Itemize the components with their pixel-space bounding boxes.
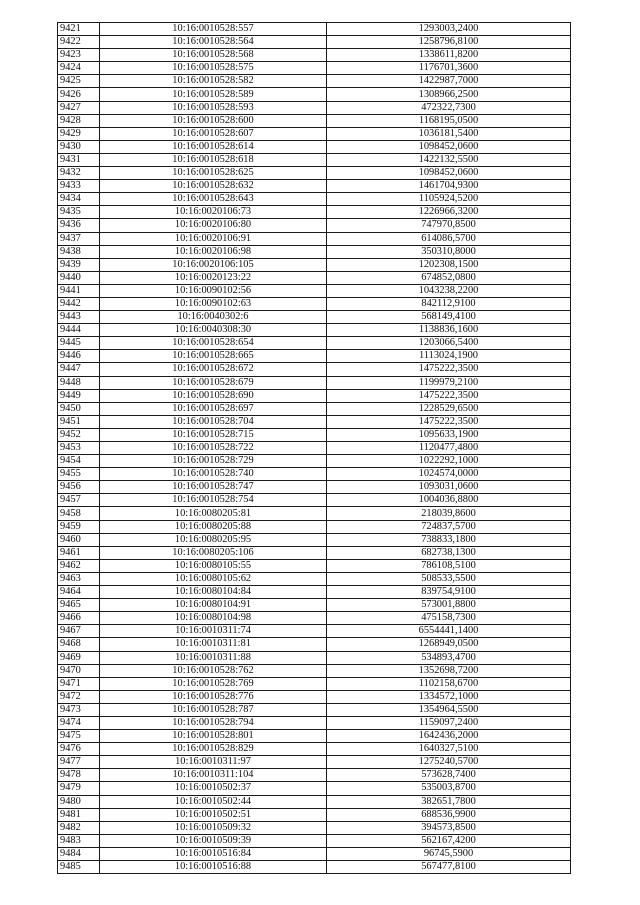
value-cell: 535003,8700	[327, 782, 571, 795]
table-row	[58, 180, 571, 193]
row-number-cell: 9478	[58, 769, 100, 782]
row-number-cell: 9445	[58, 337, 100, 350]
table-row	[58, 36, 571, 49]
table-row	[58, 651, 571, 664]
row-number-cell: 9423	[58, 49, 100, 62]
value-cell: 1275240,5700	[327, 756, 571, 769]
row-number-cell: 9472	[58, 690, 100, 703]
table-row	[58, 258, 571, 271]
value-cell: 842112,9100	[327, 297, 571, 310]
table-row	[58, 795, 571, 808]
row-number-cell: 9483	[58, 834, 100, 847]
cadastral-number-cell: 10:16:0010502:37	[100, 782, 327, 795]
row-number-cell: 9471	[58, 677, 100, 690]
cadastral-number-cell: 10:16:0010528:679	[100, 376, 327, 389]
cadastral-number-cell: 10:16:0010528:568	[100, 49, 327, 62]
row-number-cell: 9470	[58, 664, 100, 677]
table-row	[58, 625, 571, 638]
value-cell: 1642436,2000	[327, 730, 571, 743]
value-cell: 688536,9900	[327, 808, 571, 821]
cadastral-number-cell: 10:16:0010528:729	[100, 455, 327, 468]
cadastral-number-cell: 10:16:0080104:91	[100, 599, 327, 612]
value-cell: 1461704,9300	[327, 180, 571, 193]
value-cell: 786108,5100	[327, 559, 571, 572]
cadastral-number-cell: 10:16:0010311:97	[100, 756, 327, 769]
table-row	[58, 428, 571, 441]
value-cell: 1334572,1000	[327, 690, 571, 703]
row-number-cell: 9447	[58, 363, 100, 376]
cadastral-number-cell: 10:16:0010516:84	[100, 847, 327, 860]
row-number-cell: 9451	[58, 415, 100, 428]
cadastral-number-cell: 10:16:0040308:30	[100, 324, 327, 337]
row-number-cell: 9459	[58, 520, 100, 533]
value-cell: 1202308,1500	[327, 258, 571, 271]
row-number-cell: 9455	[58, 468, 100, 481]
value-cell: 747970,8500	[327, 219, 571, 232]
table-row	[58, 494, 571, 507]
row-number-cell: 9456	[58, 481, 100, 494]
cadastral-number-cell: 10:16:0010516:88	[100, 861, 327, 874]
cadastral-number-cell: 10:16:0010509:32	[100, 821, 327, 834]
row-number-cell: 9438	[58, 245, 100, 258]
table-row	[58, 206, 571, 219]
value-cell: 1113024,1900	[327, 350, 571, 363]
value-cell: 1043238,2200	[327, 284, 571, 297]
value-cell: 674852,0800	[327, 271, 571, 284]
row-number-cell: 9440	[58, 271, 100, 284]
cadastral-number-cell: 10:16:0010528:575	[100, 62, 327, 75]
row-number-cell: 9468	[58, 638, 100, 651]
cadastral-number-cell: 10:16:0090102:56	[100, 284, 327, 297]
cadastral-number-cell: 10:16:0010528:632	[100, 180, 327, 193]
row-number-cell: 9433	[58, 180, 100, 193]
row-number-cell: 9427	[58, 101, 100, 114]
row-number-cell: 9432	[58, 167, 100, 180]
table-row	[58, 677, 571, 690]
cadastral-number-cell: 10:16:0010528:665	[100, 350, 327, 363]
cadastral-number-cell: 10:16:0010528:607	[100, 127, 327, 140]
table-row	[58, 271, 571, 284]
cadastral-number-cell: 10:16:0010528:776	[100, 690, 327, 703]
row-number-cell: 9430	[58, 140, 100, 153]
value-cell: 562167,4200	[327, 834, 571, 847]
cadastral-number-cell: 10:16:0010528:747	[100, 481, 327, 494]
value-cell: 1024574,0000	[327, 468, 571, 481]
table-row	[58, 782, 571, 795]
cadastral-number-cell: 10:16:0010528:600	[100, 114, 327, 127]
value-cell: 1098452,0600	[327, 167, 571, 180]
value-cell: 567477,8100	[327, 861, 571, 874]
row-number-cell: 9422	[58, 36, 100, 49]
cadastral-number-cell: 10:16:0010528:769	[100, 677, 327, 690]
table-row	[58, 297, 571, 310]
value-cell: 475158,7300	[327, 612, 571, 625]
cadastral-number-cell: 10:16:0010528:715	[100, 428, 327, 441]
cadastral-number-cell: 10:16:0020106:91	[100, 232, 327, 245]
value-cell: 1022292,1000	[327, 455, 571, 468]
row-number-cell: 9436	[58, 219, 100, 232]
value-cell: 573628,7400	[327, 769, 571, 782]
cadastral-number-cell: 10:16:0010528:740	[100, 468, 327, 481]
row-number-cell: 9425	[58, 75, 100, 88]
table-row	[58, 481, 571, 494]
cadastral-number-cell: 10:16:0010528:654	[100, 337, 327, 350]
value-cell: 1475222,3500	[327, 415, 571, 428]
value-cell: 394573,8500	[327, 821, 571, 834]
value-cell: 1293003,2400	[327, 23, 571, 36]
row-number-cell: 9442	[58, 297, 100, 310]
value-cell: 1203066,5400	[327, 337, 571, 350]
table-row	[58, 703, 571, 716]
table-row	[58, 415, 571, 428]
row-number-cell: 9465	[58, 599, 100, 612]
row-number-cell: 9461	[58, 546, 100, 559]
cadastral-number-cell: 10:16:0010528:582	[100, 75, 327, 88]
value-cell: 568149,4100	[327, 311, 571, 324]
value-cell: 1095633,1900	[327, 428, 571, 441]
table-row	[58, 716, 571, 729]
row-number-cell: 9462	[58, 559, 100, 572]
value-cell: 1475222,3500	[327, 363, 571, 376]
table-row	[58, 834, 571, 847]
value-cell: 738833,1800	[327, 533, 571, 546]
value-cell: 1098452,0600	[327, 140, 571, 153]
value-cell: 1422132,5500	[327, 153, 571, 166]
row-number-cell: 9450	[58, 402, 100, 415]
table-row	[58, 127, 571, 140]
value-cell: 1199979,2100	[327, 376, 571, 389]
value-cell: 1226966,3200	[327, 206, 571, 219]
cadastral-number-cell: 10:16:0020123:22	[100, 271, 327, 284]
table-row	[58, 599, 571, 612]
table-row	[58, 559, 571, 572]
table-row	[58, 442, 571, 455]
row-number-cell: 9463	[58, 572, 100, 585]
row-number-cell: 9449	[58, 389, 100, 402]
cadastral-value-table	[57, 22, 571, 874]
value-cell: 682738,1300	[327, 546, 571, 559]
row-number-cell: 9480	[58, 795, 100, 808]
table-row	[58, 730, 571, 743]
table-row	[58, 324, 571, 337]
table-row	[58, 140, 571, 153]
table-row	[58, 769, 571, 782]
table-row	[58, 167, 571, 180]
table-row	[58, 847, 571, 860]
value-cell: 1640327,5100	[327, 743, 571, 756]
table-row	[58, 520, 571, 533]
cadastral-number-cell: 10:16:0020106:80	[100, 219, 327, 232]
table-row	[58, 756, 571, 769]
row-number-cell: 9437	[58, 232, 100, 245]
row-number-cell: 9477	[58, 756, 100, 769]
cadastral-number-cell: 10:16:0040302:6	[100, 311, 327, 324]
row-number-cell: 9441	[58, 284, 100, 297]
table-row	[58, 49, 571, 62]
cadastral-number-cell: 10:16:0010528:593	[100, 101, 327, 114]
value-cell: 472322,7300	[327, 101, 571, 114]
cadastral-number-cell: 10:16:0010528:722	[100, 442, 327, 455]
row-number-cell: 9475	[58, 730, 100, 743]
cadastral-number-cell: 10:16:0010528:762	[100, 664, 327, 677]
row-number-cell: 9476	[58, 743, 100, 756]
value-cell: 1105924,5200	[327, 193, 571, 206]
value-cell: 350310,8000	[327, 245, 571, 258]
cadastral-number-cell: 10:16:0080205:95	[100, 533, 327, 546]
table-row	[58, 402, 571, 415]
table-row	[58, 153, 571, 166]
row-number-cell: 9484	[58, 847, 100, 860]
row-number-cell: 9424	[58, 62, 100, 75]
cadastral-number-cell: 10:16:0010509:39	[100, 834, 327, 847]
cadastral-number-cell: 10:16:0010311:88	[100, 651, 327, 664]
row-number-cell: 9474	[58, 716, 100, 729]
cadastral-number-cell: 10:16:0010528:697	[100, 402, 327, 415]
table-row	[58, 363, 571, 376]
cadastral-number-cell: 10:16:0010528:557	[100, 23, 327, 36]
value-cell: 1093031,0600	[327, 481, 571, 494]
cadastral-number-cell: 10:16:0080205:88	[100, 520, 327, 533]
row-number-cell: 9439	[58, 258, 100, 271]
table-row	[58, 389, 571, 402]
table-row	[58, 664, 571, 677]
cadastral-number-cell: 10:16:0010311:81	[100, 638, 327, 651]
row-number-cell: 9454	[58, 455, 100, 468]
table-row	[58, 232, 571, 245]
table-row	[58, 743, 571, 756]
value-cell: 1036181,5400	[327, 127, 571, 140]
table-row	[58, 219, 571, 232]
table-row	[58, 376, 571, 389]
value-cell: 1102158,6700	[327, 677, 571, 690]
table-row	[58, 88, 571, 101]
value-cell: 1422987,7000	[327, 75, 571, 88]
table-row	[58, 245, 571, 258]
row-number-cell: 9443	[58, 311, 100, 324]
cadastral-number-cell: 10:16:0010528:787	[100, 703, 327, 716]
value-cell: 1268949,0500	[327, 638, 571, 651]
table-row	[58, 337, 571, 350]
value-cell: 6554441,1400	[327, 625, 571, 638]
cadastral-number-cell: 10:16:0080104:98	[100, 612, 327, 625]
cadastral-number-cell: 10:16:0010502:51	[100, 808, 327, 821]
cadastral-number-cell: 10:16:0090102:63	[100, 297, 327, 310]
cadastral-number-cell: 10:16:0010528:672	[100, 363, 327, 376]
table-row	[58, 455, 571, 468]
cadastral-number-cell: 10:16:0010528:690	[100, 389, 327, 402]
cadastral-number-cell: 10:16:0010311:104	[100, 769, 327, 782]
row-number-cell: 9446	[58, 350, 100, 363]
cadastral-number-cell: 10:16:0080105:62	[100, 572, 327, 585]
row-number-cell: 9448	[58, 376, 100, 389]
cadastral-number-cell: 10:16:0010528:754	[100, 494, 327, 507]
cadastral-number-cell: 10:16:0020106:73	[100, 206, 327, 219]
value-cell: 1228529,6500	[327, 402, 571, 415]
row-number-cell: 9469	[58, 651, 100, 664]
cadastral-number-cell: 10:16:0010311:74	[100, 625, 327, 638]
table-row	[58, 821, 571, 834]
row-number-cell: 9428	[58, 114, 100, 127]
table-row	[58, 533, 571, 546]
cadastral-number-cell: 10:16:0010528:643	[100, 193, 327, 206]
cadastral-number-cell: 10:16:0080205:81	[100, 507, 327, 520]
row-number-cell: 9467	[58, 625, 100, 638]
table-row	[58, 546, 571, 559]
value-cell: 614086,5700	[327, 232, 571, 245]
cadastral-number-cell: 10:16:0010528:589	[100, 88, 327, 101]
cadastral-number-cell: 10:16:0010528:829	[100, 743, 327, 756]
row-number-cell: 9434	[58, 193, 100, 206]
cadastral-number-cell: 10:16:0080205:106	[100, 546, 327, 559]
table-row	[58, 808, 571, 821]
table-body	[58, 23, 571, 874]
value-cell: 1258796,8100	[327, 36, 571, 49]
value-cell: 1176701,3600	[327, 62, 571, 75]
row-number-cell: 9452	[58, 428, 100, 441]
row-number-cell: 9429	[58, 127, 100, 140]
table-row	[58, 311, 571, 324]
table-row	[58, 75, 571, 88]
row-number-cell: 9481	[58, 808, 100, 821]
cadastral-number-cell: 10:16:0010528:618	[100, 153, 327, 166]
row-number-cell: 9444	[58, 324, 100, 337]
value-cell: 1338611,8200	[327, 49, 571, 62]
table-row	[58, 638, 571, 651]
table-row	[58, 193, 571, 206]
row-number-cell: 9458	[58, 507, 100, 520]
value-cell: 1354964,5500	[327, 703, 571, 716]
cadastral-number-cell: 10:16:0020106:98	[100, 245, 327, 258]
value-cell: 1120477,4800	[327, 442, 571, 455]
cadastral-number-cell: 10:16:0080104:84	[100, 586, 327, 599]
table-row	[58, 861, 571, 874]
value-cell: 218039,8600	[327, 507, 571, 520]
row-number-cell: 9466	[58, 612, 100, 625]
cadastral-number-cell: 10:16:0010528:794	[100, 716, 327, 729]
cadastral-number-cell: 10:16:0010528:801	[100, 730, 327, 743]
value-cell: 1159097,2400	[327, 716, 571, 729]
value-cell: 1168195,0500	[327, 114, 571, 127]
value-cell: 1352698,7200	[327, 664, 571, 677]
table-row	[58, 350, 571, 363]
row-number-cell: 9482	[58, 821, 100, 834]
value-cell: 724837,5700	[327, 520, 571, 533]
value-cell: 508533,5500	[327, 572, 571, 585]
cadastral-number-cell: 10:16:0010502:44	[100, 795, 327, 808]
table-row	[58, 507, 571, 520]
table-row	[58, 572, 571, 585]
row-number-cell: 9460	[58, 533, 100, 546]
row-number-cell: 9453	[58, 442, 100, 455]
value-cell: 839754,9100	[327, 586, 571, 599]
table-row	[58, 612, 571, 625]
table-row	[58, 468, 571, 481]
value-cell: 1004036,8800	[327, 494, 571, 507]
row-number-cell: 9421	[58, 23, 100, 36]
row-number-cell: 9426	[58, 88, 100, 101]
table-row	[58, 23, 571, 36]
cadastral-number-cell: 10:16:0010528:704	[100, 415, 327, 428]
cadastral-number-cell: 10:16:0020106:105	[100, 258, 327, 271]
cadastral-number-cell: 10:16:0080105:55	[100, 559, 327, 572]
cadastral-number-cell: 10:16:0010528:625	[100, 167, 327, 180]
value-cell: 1475222,3500	[327, 389, 571, 402]
row-number-cell: 9464	[58, 586, 100, 599]
table-row	[58, 62, 571, 75]
row-number-cell: 9431	[58, 153, 100, 166]
row-number-cell: 9479	[58, 782, 100, 795]
row-number-cell: 9473	[58, 703, 100, 716]
row-number-cell: 9457	[58, 494, 100, 507]
cadastral-number-cell: 10:16:0010528:564	[100, 36, 327, 49]
table-row	[58, 114, 571, 127]
value-cell: 1138836,1600	[327, 324, 571, 337]
value-cell: 96745,5900	[327, 847, 571, 860]
table-row	[58, 284, 571, 297]
value-cell: 382651,7800	[327, 795, 571, 808]
table-row	[58, 690, 571, 703]
value-cell: 573001,8800	[327, 599, 571, 612]
table-row	[58, 586, 571, 599]
row-number-cell: 9485	[58, 861, 100, 874]
row-number-cell: 9435	[58, 206, 100, 219]
value-cell: 1308966,2500	[327, 88, 571, 101]
table-row	[58, 101, 571, 114]
value-cell: 534893,4700	[327, 651, 571, 664]
cadastral-number-cell: 10:16:0010528:614	[100, 140, 327, 153]
